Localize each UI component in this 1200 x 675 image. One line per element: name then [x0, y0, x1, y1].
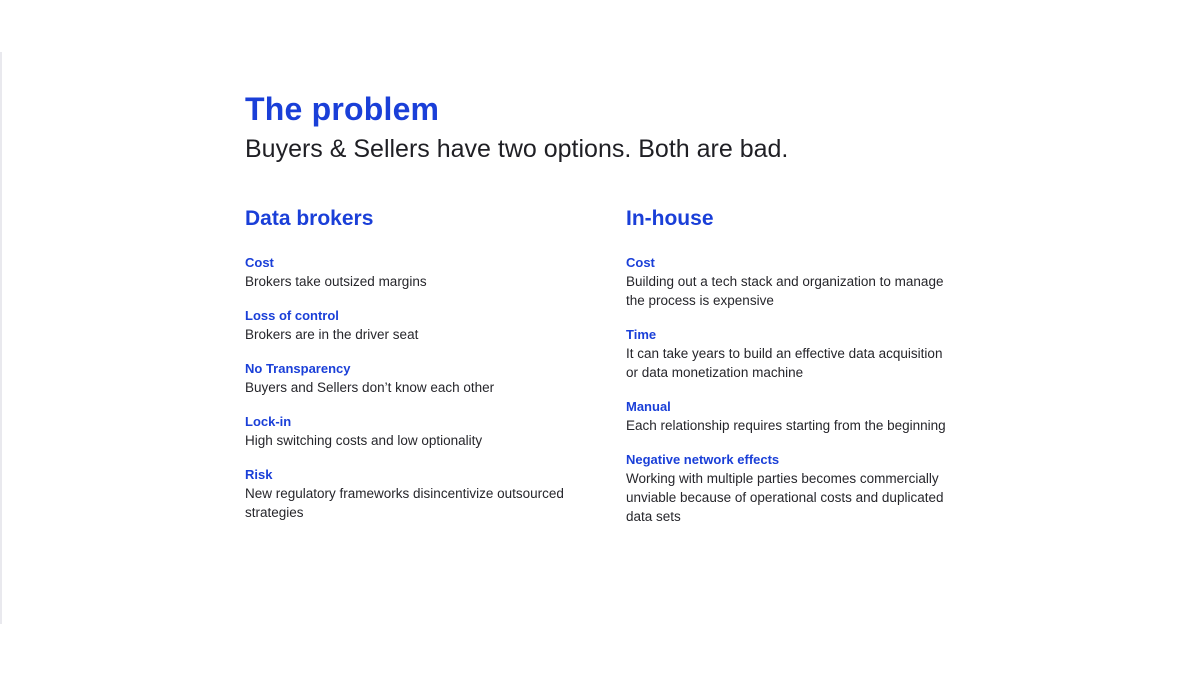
item-text: Buyers and Sellers don’t know each other	[245, 380, 495, 395]
list-item	[626, 325, 946, 382]
item-title: Manual	[626, 399, 671, 414]
slide-left-edge	[0, 52, 2, 624]
item-text: New regulatory frameworks disincentivize outsourced strategies	[245, 486, 564, 520]
list-item	[245, 359, 565, 397]
list-item	[626, 450, 946, 526]
item-title: Lock-in	[245, 414, 292, 429]
slide-subtitle: Buyers & Sellers have two options. Both are bad.	[245, 135, 789, 163]
item-text: Brokers are in the driver seat	[245, 327, 419, 342]
item-text: Each relationship requires starting from the beginning	[626, 418, 946, 433]
item-title: Cost	[626, 255, 655, 270]
item-text: High switching costs and low optionality	[245, 433, 483, 448]
comparison-columns	[245, 206, 965, 566]
list-item	[245, 253, 565, 291]
column-data-brokers	[245, 206, 565, 537]
list-item	[626, 397, 946, 435]
item-text: Building out a tech stack and organization to manage the process is expensive	[626, 274, 944, 308]
column-in-house	[626, 206, 946, 541]
item-title: Risk	[245, 467, 273, 482]
item-title: Negative network effects	[626, 452, 780, 467]
item-text: It can take years to build an effective data acquisition or data monetization machine	[626, 346, 943, 380]
list-item	[245, 465, 565, 522]
item-text: Brokers take outsized margins	[245, 274, 427, 289]
item-title: Loss of control	[245, 308, 339, 323]
column-heading: Data brokers	[245, 207, 374, 230]
slide-title: The problem	[245, 91, 440, 127]
list-item	[245, 412, 565, 450]
item-title: No Transparency	[245, 361, 351, 376]
item-text: Working with multiple parties becomes commercially unviable because of operational costs and duplicated data sets	[626, 471, 944, 524]
list-item	[245, 306, 565, 344]
slide-content	[245, 90, 965, 524]
item-title: Cost	[245, 255, 274, 270]
list-item	[626, 253, 946, 310]
column-heading: In-house	[626, 207, 714, 230]
item-title: Time	[626, 327, 657, 342]
